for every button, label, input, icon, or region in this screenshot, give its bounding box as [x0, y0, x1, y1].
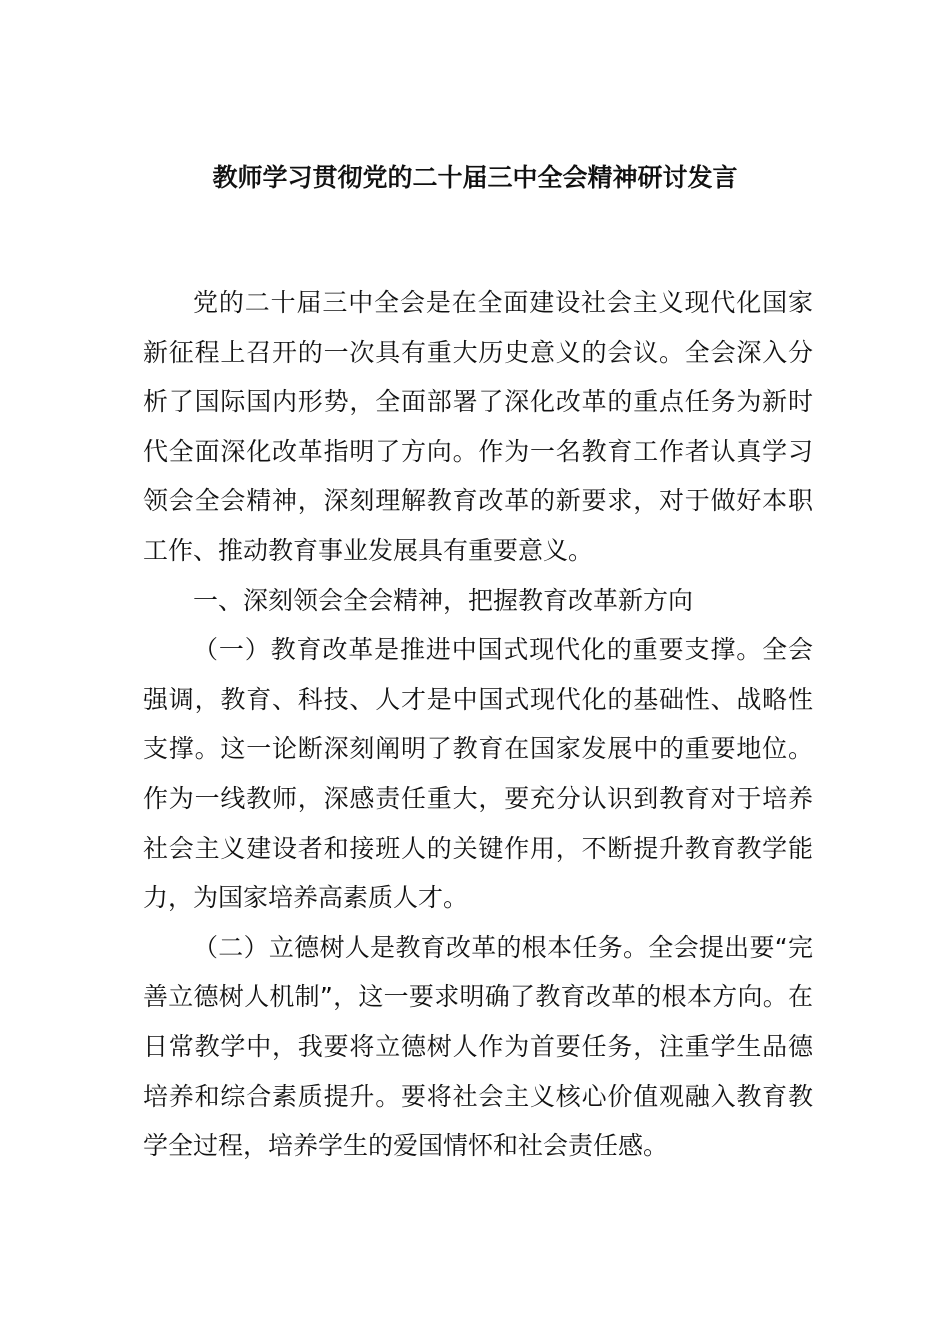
intro-paragraph: 党的二十届三中全会是在全面建设社会主义现代化国家新征程上召开的一次具有重大历史意义的会议。全会深入分析了国际国内形势，全面部署了深化改革的重点任务为新时代全面深化改革指明了方向。作为一名教育工作者认真学习领会全会精神，深刻理解教育改革的新要求，对于做好本职工作、推动教育事业发展具有重要意义。 — [143, 288, 813, 565]
document-body — [143, 278, 813, 1171]
document-title: 教师学习贯彻党的二十届三中全会精神研讨发言 — [212, 163, 738, 192]
subsection-2-paragraph: （二）立德树人是教育改革的根本任务。全会提出要“完善立德树人机制”，这一要求明确了教育改革的根本方向。在日常教学中，我要将立德树人作为首要任务，注重学生品德培养和综合素质提升。要将社会主义核心价值观融入教育教学全过程，培养学生的爱国情怀和社会责任感。 — [143, 932, 813, 1161]
section-heading-1: 一、深刻领会全会精神，把握教育改革新方向 — [193, 585, 694, 615]
subsection-1-paragraph: （一）教育改革是推进中国式现代化的重要支撑。全会强调，教育、科技、人才是中国式现代化的基础性、战略性支撑。这一论断深刻阐明了教育在国家发展中的重要地位。作为一线教师，深感责任重大，要充分认识到教育对于培养社会主义建设者和接班人的关键作用，不断提升教育教学能力，为国家培养高素质人才。 — [143, 635, 813, 913]
